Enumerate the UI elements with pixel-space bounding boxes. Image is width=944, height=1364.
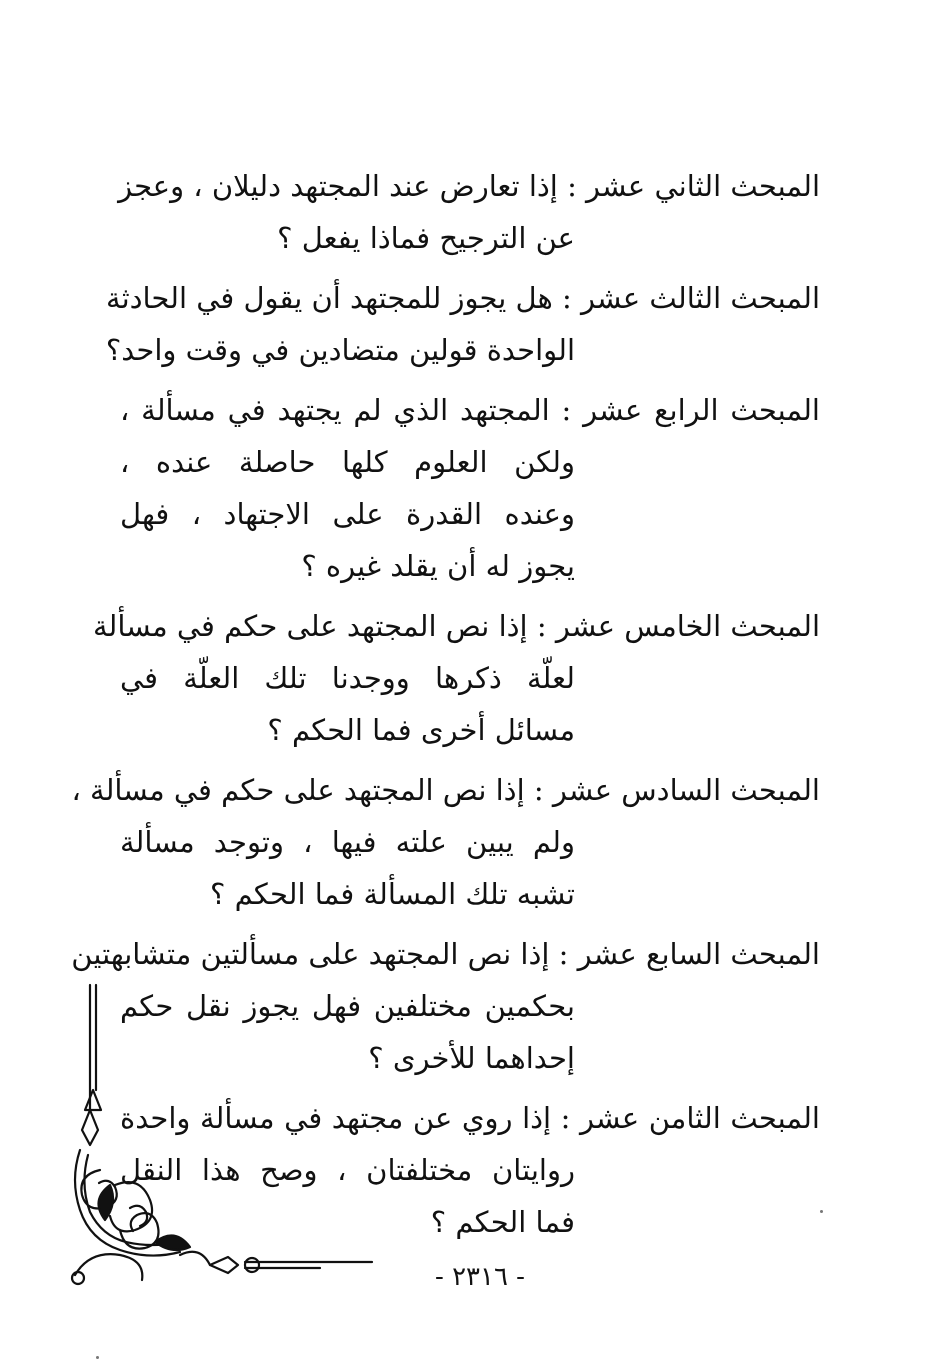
entry-line: المبحث الرابع عشر : المجتهد الذي لم يجتهد في مسألة ،: [120, 393, 820, 427]
entry-line: المبحث الثاني عشر : إذا تعارض عند المجتهد دليلان ، وعجز: [118, 169, 820, 203]
entry-line: يجوز له أن يقلد غيره ؟: [301, 549, 575, 583]
entry-line: الواحدة قولين متضادين في وقت واحد؟: [105, 333, 575, 367]
entry-line: المبحث الخامس عشر : إذا نص المجتهد على حكم في مسألة: [92, 609, 820, 643]
entry-line: ولم يبين علته فيها ، وتوجد مسألة: [120, 825, 575, 859]
entry-line: إحداهما للأخرى ؟: [368, 1041, 575, 1075]
entry-line: المبحث السادس عشر : إذا نص المجتهد على حكم في مسألة ،: [71, 773, 820, 807]
entry-line: تشبه تلك المسألة فما الحكم ؟: [210, 877, 575, 911]
entry-line: فما الحكم ؟: [430, 1205, 575, 1239]
paper-speck: [820, 1210, 823, 1213]
paper-speck: [96, 1356, 99, 1359]
entry-line: روايتان مختلفتان ، وصح هذا النقل: [120, 1153, 575, 1187]
topic-entry-16: [71, 764, 820, 920]
entry-line: المبحث الثالث عشر : هل يجوز للمجتهد أن يقول في الحادثة: [106, 281, 820, 315]
topic-entry-12: [120, 160, 820, 264]
entry-line: لعلّة ذكرها ووجدنا تلك العلّة في: [120, 661, 575, 695]
topic-entry-13: [105, 272, 820, 376]
entry-line: عن الترجيح فماذا يفعل ؟: [277, 221, 575, 255]
entry-line: وعنده القدرة على الاجتهاد ، فهل: [120, 497, 575, 531]
topic-entry-14: [120, 384, 820, 592]
page-number: - ٢٣١٦ -: [435, 1262, 525, 1292]
arabesque-corner-ornament-icon: [60, 980, 380, 1300]
topic-entry-15: [92, 600, 820, 756]
entry-line: المبحث السابع عشر : إذا نص المجتهد على مسألتين متشابهتين: [71, 937, 820, 971]
entry-line: ولكن العلوم كلها حاصلة عنده ،: [120, 445, 575, 479]
entry-line: بحكمين مختلفين فهل يجوز نقل حكم: [120, 989, 575, 1023]
entry-line: مسائل أخرى فما الحكم ؟: [267, 713, 575, 747]
entry-line: المبحث الثامن عشر : إذا روي عن مجتهد في مسألة واحدة: [120, 1101, 820, 1135]
